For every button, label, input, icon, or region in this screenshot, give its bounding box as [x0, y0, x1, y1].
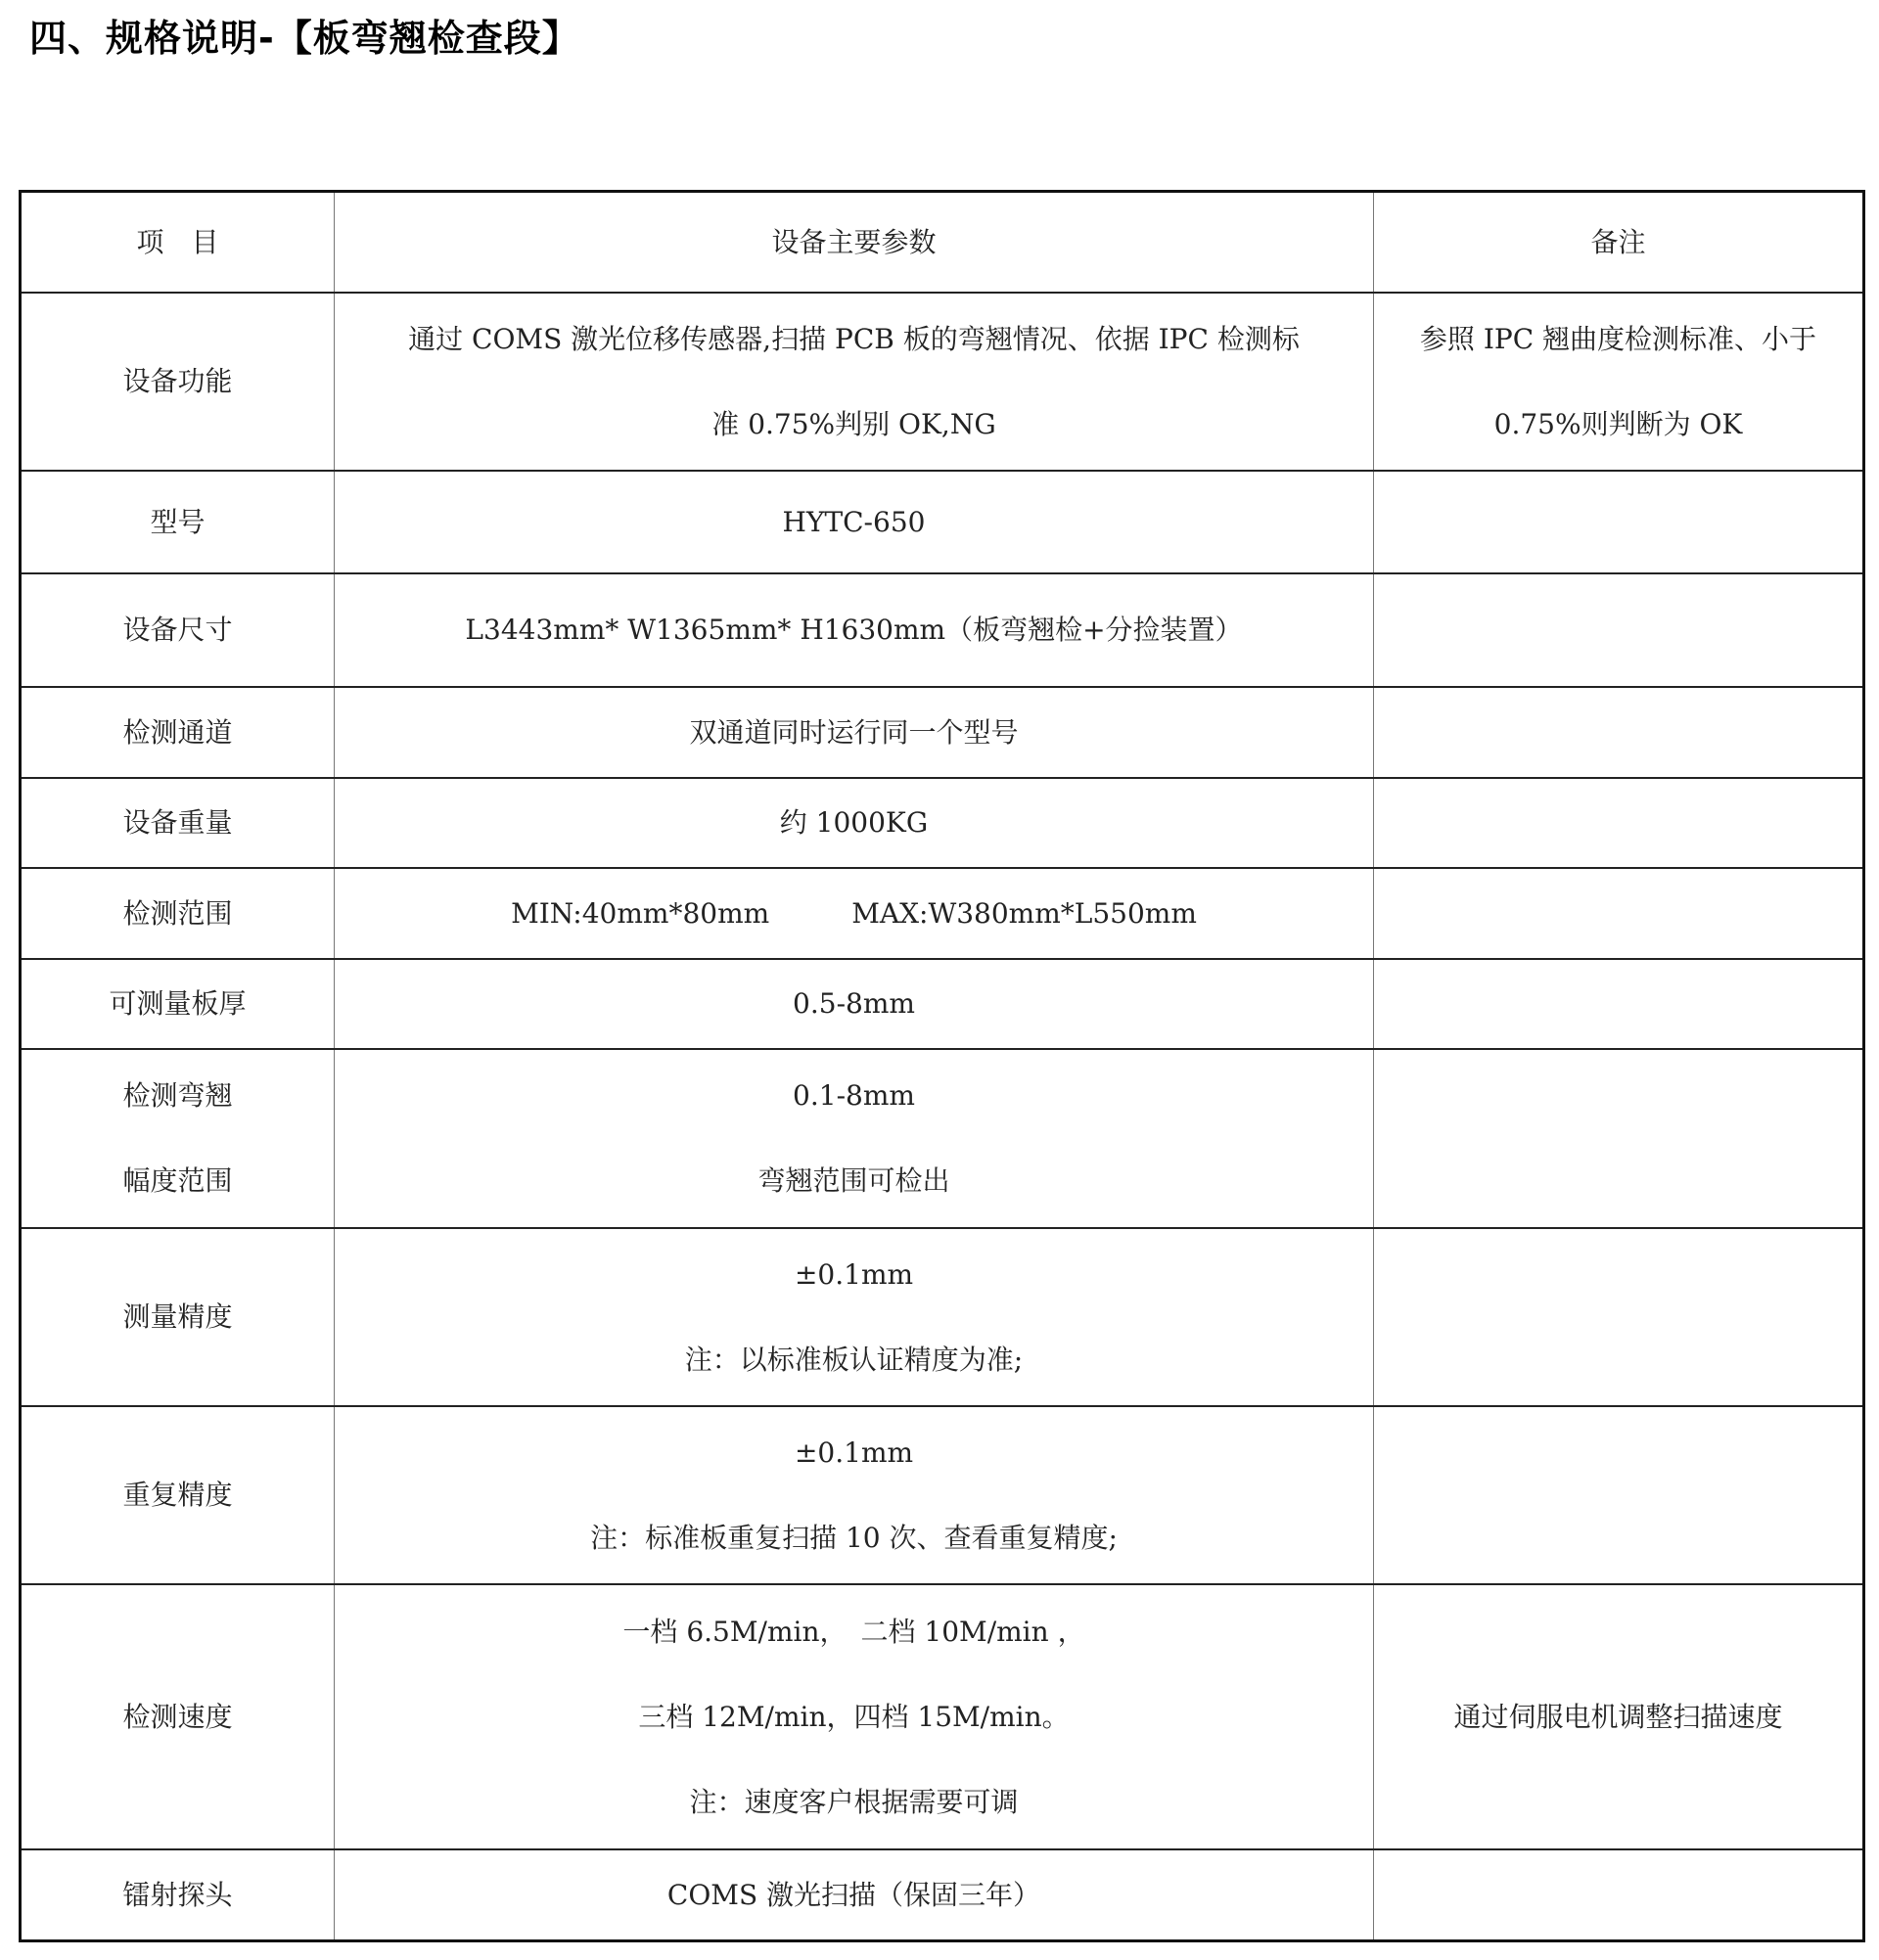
row-note — [1374, 1584, 1864, 1849]
row-note — [1374, 471, 1864, 573]
table-row — [21, 868, 1864, 959]
row-note-line: 参照 IPC 翘曲度检测标准、小于 — [1419, 322, 1817, 355]
table-row — [21, 778, 1864, 868]
row-params-line: 弯翘范围可检出 — [757, 1164, 950, 1197]
header-note: 备注 — [1374, 192, 1864, 293]
row-params — [335, 293, 1374, 471]
row-item-line: 可测量板厚 — [109, 987, 247, 1020]
row-params — [335, 1406, 1374, 1584]
row-note — [1374, 1228, 1864, 1406]
row-params — [335, 1049, 1374, 1228]
table-row — [21, 959, 1864, 1049]
row-item-line: 型号 — [150, 505, 206, 538]
row-params — [335, 1228, 1374, 1406]
row-item — [21, 687, 335, 778]
row-item — [21, 1849, 335, 1941]
row-item — [21, 471, 335, 573]
row-item — [21, 293, 335, 471]
row-item-line: 测量精度 — [122, 1300, 233, 1333]
row-params — [335, 959, 1374, 1049]
table-header-row — [21, 192, 1864, 293]
row-note — [1374, 293, 1864, 471]
row-item-line: 检测弯翘 — [122, 1079, 233, 1112]
table-row — [21, 1049, 1864, 1228]
row-params-line: L3443mm* W1365mm* H1630mm（板弯翘检+分捡装置） — [465, 614, 1243, 646]
row-note-line: 通过伺服电机调整扫描速度 — [1453, 1700, 1783, 1733]
row-item-line: 镭射探头 — [122, 1878, 233, 1911]
table-row — [21, 1228, 1864, 1406]
spec-table — [19, 190, 1865, 1942]
header-params: 设备主要参数 — [335, 192, 1374, 293]
row-item-line: 设备功能 — [122, 365, 233, 397]
row-note — [1374, 1406, 1864, 1584]
row-params — [335, 471, 1374, 573]
table-row — [21, 471, 1864, 573]
table-row — [21, 293, 1864, 471]
row-item — [21, 778, 335, 868]
row-item — [21, 1049, 335, 1228]
row-item-line: 幅度范围 — [122, 1164, 233, 1197]
row-item-line: 检测速度 — [122, 1700, 233, 1733]
row-item-line: 设备尺寸 — [122, 614, 233, 646]
row-params-line: 准 0.75%判别 OK,NG — [711, 407, 996, 440]
row-params-line: 一档 6.5M/min， 二档 10M/min ， — [622, 1615, 1085, 1648]
row-note — [1374, 959, 1864, 1049]
row-item — [21, 959, 335, 1049]
row-params-line: MIN:40mm*80mm MAX:W380mm*L550mm — [511, 896, 1197, 930]
row-params — [335, 1849, 1374, 1941]
row-item-line: 检测通道 — [122, 715, 233, 749]
row-params — [335, 778, 1374, 868]
row-note — [1374, 1049, 1864, 1228]
table-row — [21, 687, 1864, 778]
row-params — [335, 687, 1374, 778]
row-note — [1374, 573, 1864, 687]
table-row — [21, 1849, 1864, 1941]
row-note — [1374, 868, 1864, 959]
row-params-line: ±0.1mm — [794, 1257, 914, 1291]
table-row — [21, 573, 1864, 687]
row-params-line: 约 1000KG — [779, 806, 929, 839]
row-item — [21, 868, 335, 959]
row-params-line: COMS 激光扫描（保固三年） — [666, 1878, 1041, 1911]
row-params-line: 三档 12M/min，四档 15M/min。 — [638, 1700, 1070, 1733]
row-item — [21, 1406, 335, 1584]
row-item-line: 检测范围 — [122, 896, 233, 930]
row-note — [1374, 687, 1864, 778]
row-note-line: 0.75%则判断为 OK — [1493, 407, 1743, 440]
row-params-line: 双通道同时运行同一个型号 — [689, 715, 1019, 749]
header-item: 项 目 — [21, 192, 335, 293]
row-params-line: ±0.1mm — [794, 1436, 914, 1469]
table-row — [21, 1584, 1864, 1849]
row-params-line: HYTC-650 — [782, 505, 926, 538]
row-item — [21, 1584, 335, 1849]
row-params — [335, 573, 1374, 687]
row-note — [1374, 1849, 1864, 1941]
row-params-line: 通过 COMS 激光位移传感器,扫描 PCB 板的弯翘情况、依据 IPC 检测标 — [408, 322, 1300, 355]
table-row — [21, 1406, 1864, 1584]
row-item — [21, 573, 335, 687]
row-params-line: 注：速度客户根据需要可调 — [689, 1785, 1019, 1818]
section-title: 四、规格说明-【板弯翘检查段】 — [29, 17, 580, 60]
row-params — [335, 1584, 1374, 1849]
row-note — [1374, 778, 1864, 868]
row-params-line: 注：以标准板认证精度为准; — [684, 1343, 1024, 1376]
row-params-line: 注：标准板重复扫描 10 次、查看重复精度; — [590, 1521, 1118, 1554]
row-item-line: 设备重量 — [122, 806, 233, 839]
row-params-line: 0.5-8mm — [793, 987, 915, 1020]
row-params-line: 0.1-8mm — [793, 1079, 915, 1112]
row-params — [335, 868, 1374, 959]
row-item — [21, 1228, 335, 1406]
row-item-line: 重复精度 — [122, 1479, 233, 1511]
